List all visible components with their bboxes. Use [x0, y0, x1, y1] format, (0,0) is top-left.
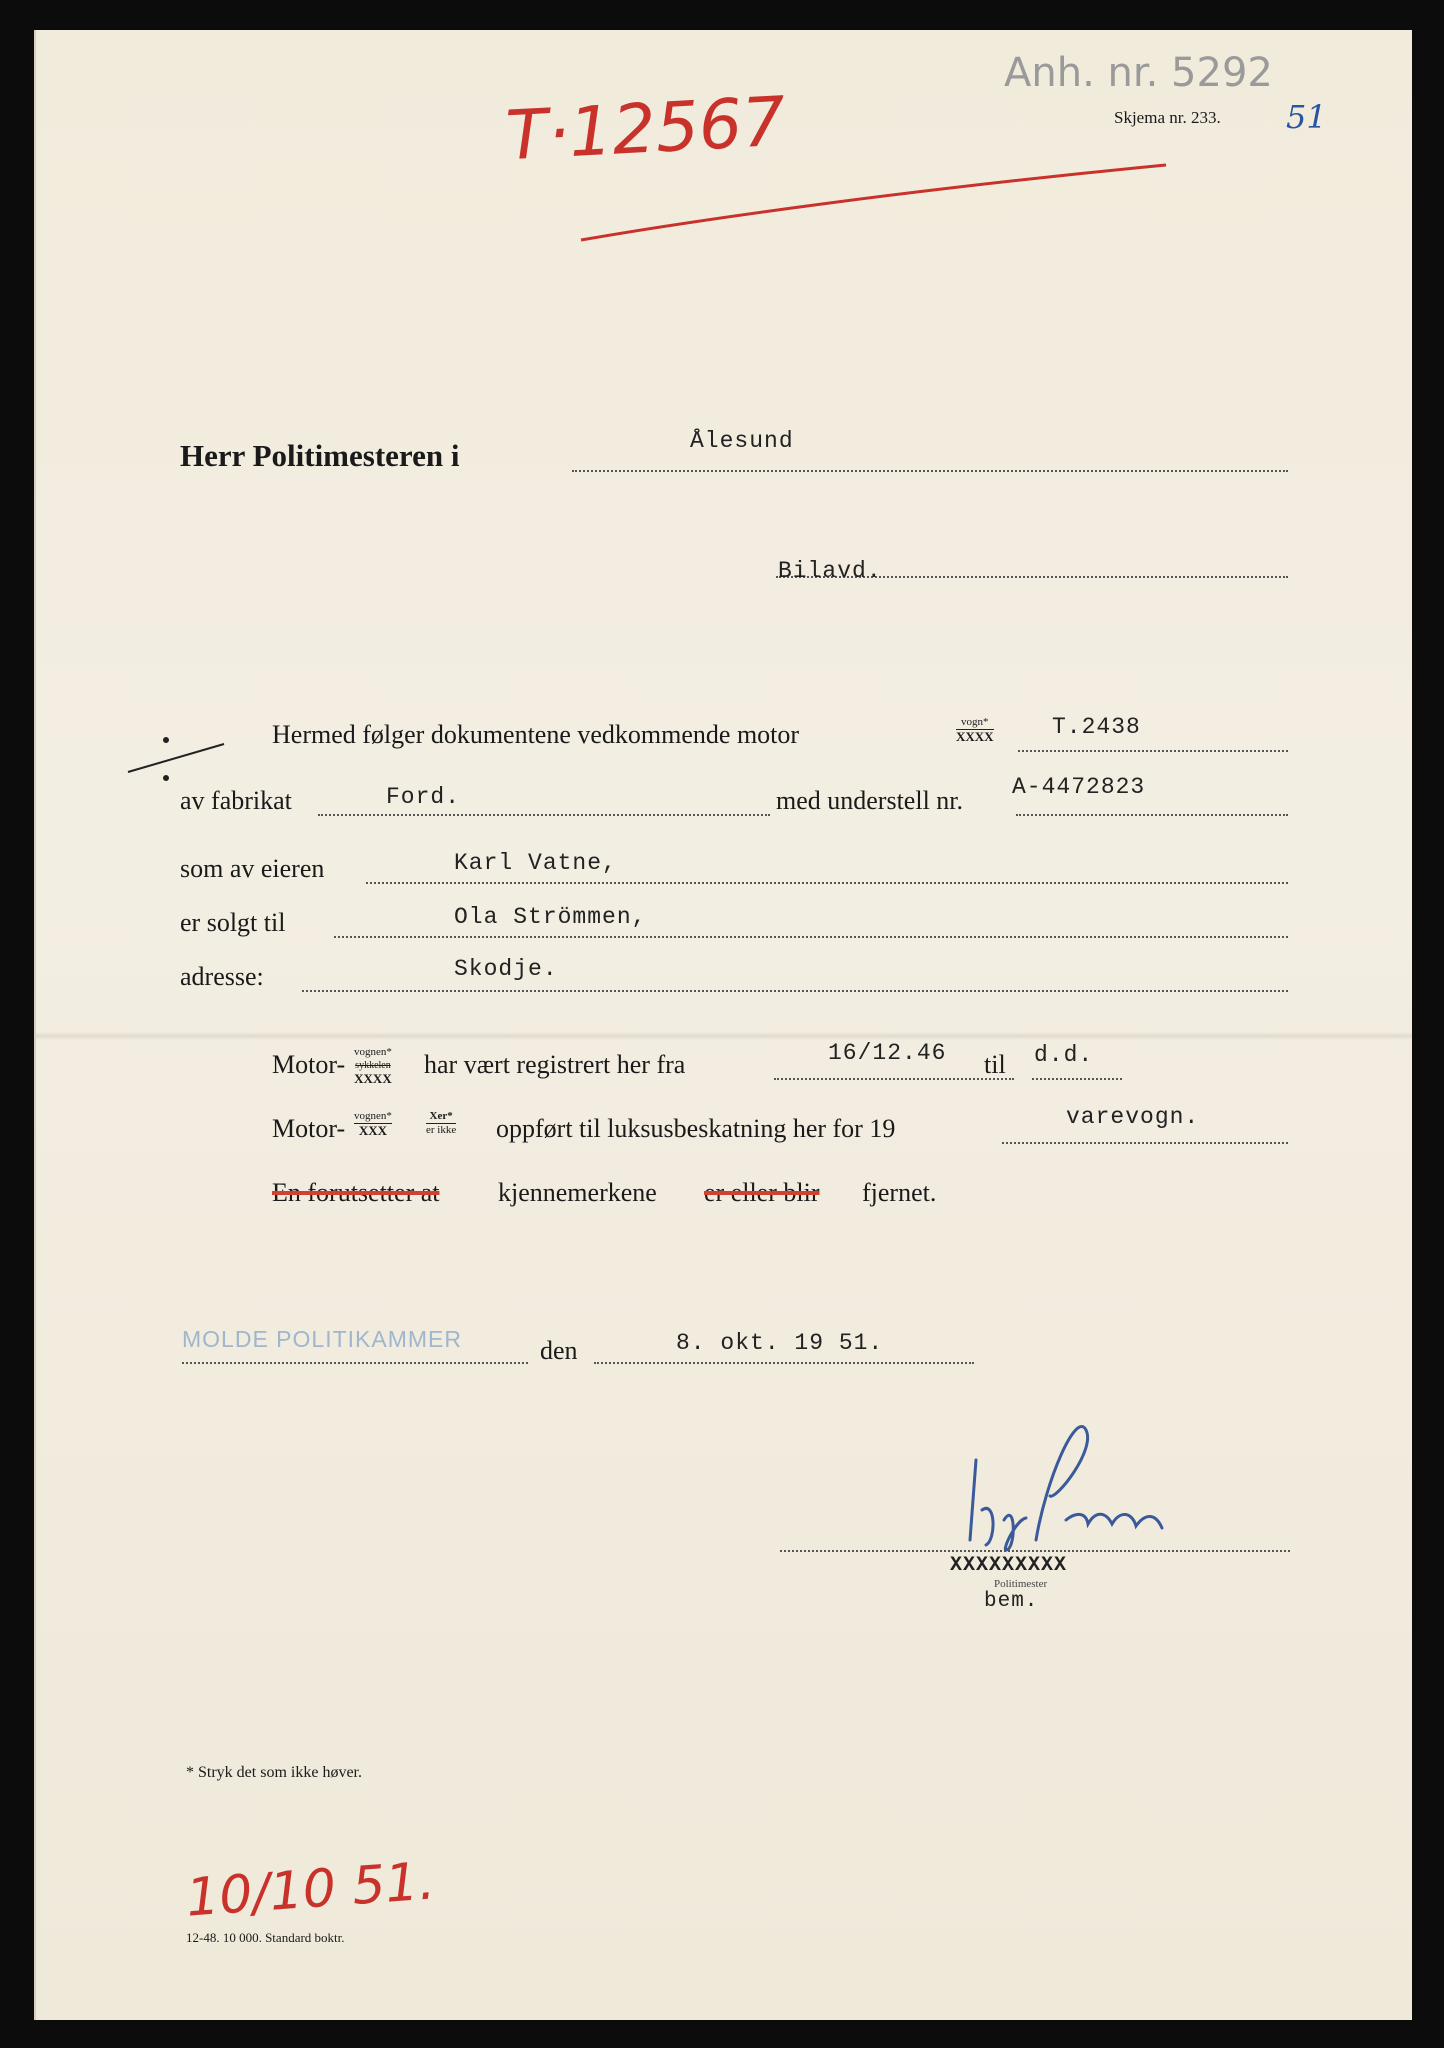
footnote: * Stryk det som ikke høver.: [186, 1764, 362, 1781]
fold-line: [36, 1032, 1412, 1040]
chassis-number: A-4472823: [1012, 774, 1146, 800]
owner-label: som av eieren: [180, 854, 325, 883]
tax-vehicle-choice: [354, 1110, 392, 1137]
printer-mark: 12-48. 10 000. Standard boktr.: [186, 1930, 345, 1945]
police-stamp: MOLDE POLITIKAMMER: [182, 1326, 462, 1352]
reg-choice-struck: XXXX: [354, 1071, 392, 1086]
tax-status-choice: [426, 1110, 456, 1137]
signature-line: [780, 1550, 1290, 1552]
tax-choice-er-ikke: er ikke: [426, 1124, 457, 1136]
form-paper: [34, 30, 1412, 2020]
tax-line: [1002, 1142, 1288, 1144]
date-line: [594, 1362, 974, 1364]
plates-struck-phrase: En forutsetter at: [272, 1178, 440, 1207]
reg-period-text: har vært registrert her fra: [424, 1050, 686, 1079]
ref-year: 51: [1286, 98, 1327, 136]
chassis-label: med understell nr.: [776, 786, 964, 815]
tax-choice-struck: XXX: [354, 1123, 392, 1137]
red-case-number: T·12567: [504, 82, 788, 177]
city-line: [572, 470, 1288, 472]
tax-vehicle-type: varevogn.: [1066, 1104, 1200, 1130]
struck-title: XXXXXXXXX: [950, 1554, 1068, 1577]
ref-number: Anh. nr. 5292: [1004, 50, 1273, 96]
document-date: 8. okt. 19 51.: [676, 1330, 884, 1356]
addressee-city: Ålesund: [690, 428, 794, 454]
reg-choice-sykkelen: sykkelen: [355, 1060, 391, 1071]
tax-prefix: Motor-: [272, 1114, 346, 1143]
plates-text: kjennemerkene: [498, 1178, 657, 1207]
red-handwritten-date: 10/10 51.: [184, 1851, 437, 1929]
choice-struck: XXXX: [956, 729, 994, 744]
reg-no-line: [1018, 750, 1288, 752]
registered-from: 16/12.46: [828, 1040, 947, 1066]
registration-number: T.2438: [1052, 714, 1141, 740]
red-underline-stroke: [576, 160, 1176, 250]
reg-choice-vognen: vognen*: [354, 1046, 392, 1058]
reg-to-line: [1032, 1078, 1122, 1080]
buyer-address: Skodje.: [454, 956, 558, 982]
make-label: av fabrikat: [180, 786, 292, 815]
registered-to: d.d.: [1034, 1042, 1094, 1068]
vehicle-make: Ford.: [386, 784, 461, 810]
vehicle-type-choice: [956, 716, 994, 743]
addressee-department: Bilavd.: [778, 558, 882, 584]
tax-text: oppført til luksusbeskatning her for 19: [496, 1114, 896, 1143]
choice-vogn: vogn*: [961, 716, 989, 728]
form-number-label: Skjema nr. 233.: [1114, 108, 1221, 127]
margin-mark: [126, 730, 226, 790]
plates-struck-verb: er eller blir: [704, 1178, 820, 1207]
signature: [956, 1400, 1196, 1560]
reg-prefix: Motor-: [272, 1050, 346, 1079]
place-line: [182, 1362, 528, 1364]
address-line: [302, 990, 1288, 992]
documents-intro: Hermed følger dokumentene vedkommende motor: [272, 720, 800, 749]
plates-end: fjernet.: [862, 1178, 937, 1207]
owner-line: [366, 882, 1288, 884]
make-line: [318, 814, 770, 816]
reg-from-line: [774, 1078, 1014, 1080]
address-label: adresse:: [180, 962, 264, 991]
reg-til-label: til: [984, 1050, 1006, 1079]
title-under-strike: Politimester: [994, 1578, 1048, 1590]
addressee-label: Herr Politimesteren i: [180, 438, 460, 473]
buyer-label: er solgt til: [180, 908, 286, 937]
reg-vehicle-choice: [354, 1046, 392, 1085]
tax-choice-vognen: vognen*: [354, 1110, 392, 1122]
tax-choice-er: Xer*: [429, 1110, 453, 1122]
date-label: den: [540, 1336, 578, 1365]
chassis-line: [1016, 814, 1288, 816]
buyer-line: [334, 936, 1288, 938]
signer-title: bem.: [984, 1590, 1039, 1613]
buyer-name: Ola Strömmen,: [454, 904, 647, 930]
owner-name: Karl Vatne,: [454, 850, 617, 876]
